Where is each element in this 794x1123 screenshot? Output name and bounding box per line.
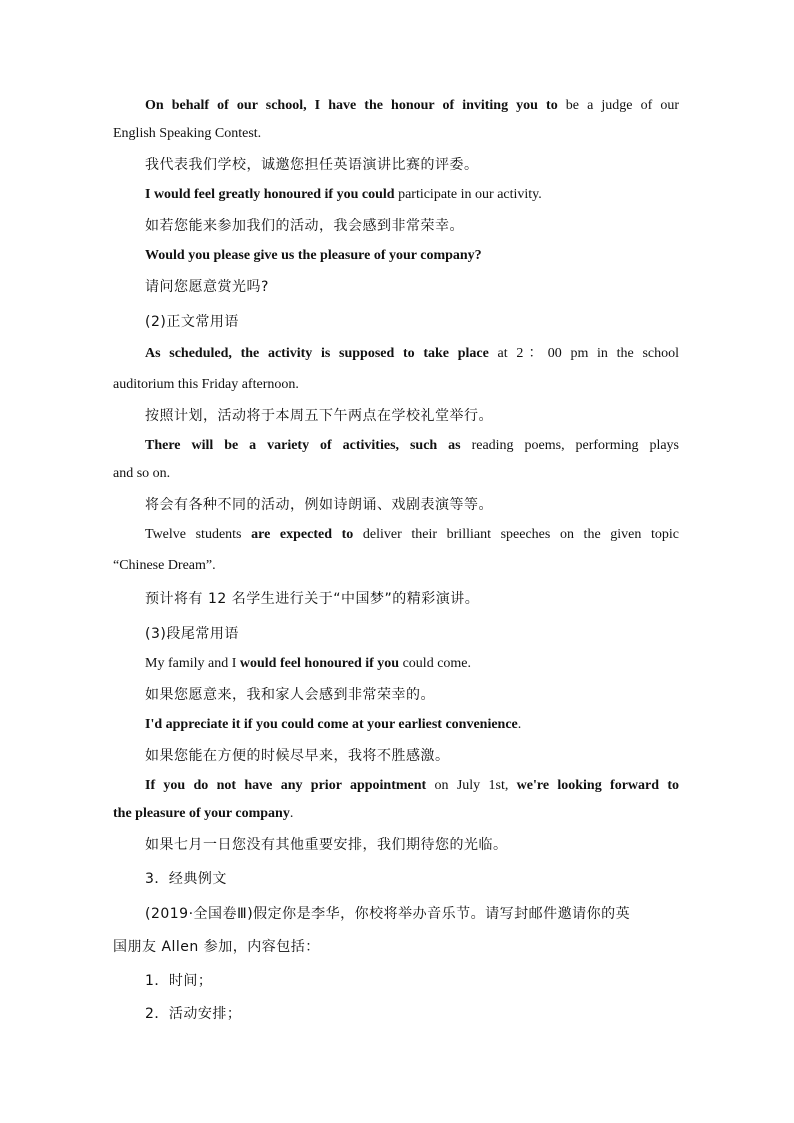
text-line [113, 465, 679, 483]
section-heading [145, 625, 679, 643]
bold-phrase: As scheduled, the activity is supposed to take place [145, 346, 489, 361]
text-line [145, 590, 679, 608]
text-segment: at 2：00 pm in the school [488, 346, 679, 361]
text-segment: participate in our activity. [394, 187, 542, 202]
text-line [145, 247, 679, 265]
text-line [145, 278, 679, 296]
text-segment: reading poems, performing plays [460, 438, 679, 453]
bold-phrase: Would you please give us the pleasure of your company? [145, 248, 482, 263]
text-line [145, 716, 679, 734]
bold-phrase: we're looking forward to [516, 778, 679, 793]
text-segment: . [517, 717, 522, 732]
text-segment: . [289, 806, 294, 821]
text-segment: 2．活动安排； [145, 1006, 242, 1022]
text-segment: deliver their brilliant speeches on the given topic [353, 527, 679, 542]
text-line [145, 777, 679, 795]
text-line [145, 97, 679, 115]
text-line [113, 125, 679, 143]
text-line [145, 836, 679, 854]
text-line [145, 156, 679, 174]
text-line [145, 345, 679, 363]
text-line [113, 938, 679, 956]
text-line [113, 805, 679, 823]
section-heading [145, 870, 679, 888]
text-segment: 如果您能在方便的时候尽早来，我将不胜感激。 [145, 748, 450, 764]
text-segment: (2019·全国卷Ⅲ)假定你是李华，你校将举办音乐节。请写封邮件邀请你的英 [145, 906, 631, 922]
text-segment: (2)正文常用语 [145, 314, 239, 330]
text-line [113, 376, 679, 394]
text-segment: 3．经典例文 [145, 871, 227, 887]
bold-phrase: would feel honoured if you [239, 656, 400, 671]
text-line [113, 557, 679, 575]
text-line [145, 747, 679, 765]
text-segment: (3)段尾常用语 [145, 626, 239, 642]
text-segment: 国朋友 Allen 参加，内容包括： [113, 939, 320, 955]
text-segment: 如果您愿意来，我和家人会感到非常荣幸的。 [145, 687, 435, 703]
section-heading [145, 313, 679, 331]
text-segment: and so on. [113, 466, 171, 481]
text-line [145, 186, 679, 204]
text-line [145, 686, 679, 704]
text-segment: 请问您愿意赏光吗? [145, 279, 269, 295]
text-segment: 将会有各种不同的活动，例如诗朗诵、戏剧表演等等。 [145, 497, 493, 513]
text-segment: auditorium this Friday afternoon. [113, 377, 299, 392]
text-line [145, 526, 679, 544]
text-segment: My family and I [145, 656, 240, 671]
text-segment: 如若您能来参加我们的活动，我会感到非常荣幸。 [145, 218, 464, 234]
text-segment: Twelve students [145, 527, 252, 542]
text-segment: 按照计划，活动将于本周五下午两点在学校礼堂举行。 [145, 408, 493, 424]
text-segment: “Chinese Dream”. [113, 558, 216, 573]
list-item [145, 1005, 679, 1023]
text-line [145, 496, 679, 514]
bold-phrase: are expected to [251, 527, 354, 542]
text-line [145, 217, 679, 235]
text-segment: 如果七月一日您没有其他重要安排，我们期待您的光临。 [145, 837, 508, 853]
bold-phrase: I would feel greatly honoured if you could [145, 187, 395, 202]
text-segment: 预计将有 12 名学生进行关于“中国梦”的精彩演讲。 [145, 591, 480, 607]
text-segment: 1．时间； [145, 973, 213, 989]
text-segment: English Speaking Contest. [113, 126, 262, 141]
text-segment: 我代表我们学校，诚邀您担任英语演讲比赛的评委。 [145, 157, 479, 173]
bold-phrase: If you do not have any prior appointment [145, 778, 427, 793]
bold-phrase: There will be a variety of activities, such as [145, 438, 461, 453]
text-segment: on July 1st, [426, 778, 517, 793]
text-line [145, 437, 679, 455]
text-line [145, 905, 679, 923]
bold-phrase: On behalf of our school, I have the honour of inviting you to [145, 98, 558, 113]
bold-phrase: I'd appreciate it if you could come at your earliest convenience [145, 717, 518, 732]
text-line [145, 655, 679, 673]
text-line [145, 407, 679, 425]
text-segment: be a judge of our [557, 98, 679, 113]
bold-phrase: the pleasure of your company [113, 806, 290, 821]
text-segment: could come. [399, 656, 472, 671]
list-item [145, 972, 679, 990]
